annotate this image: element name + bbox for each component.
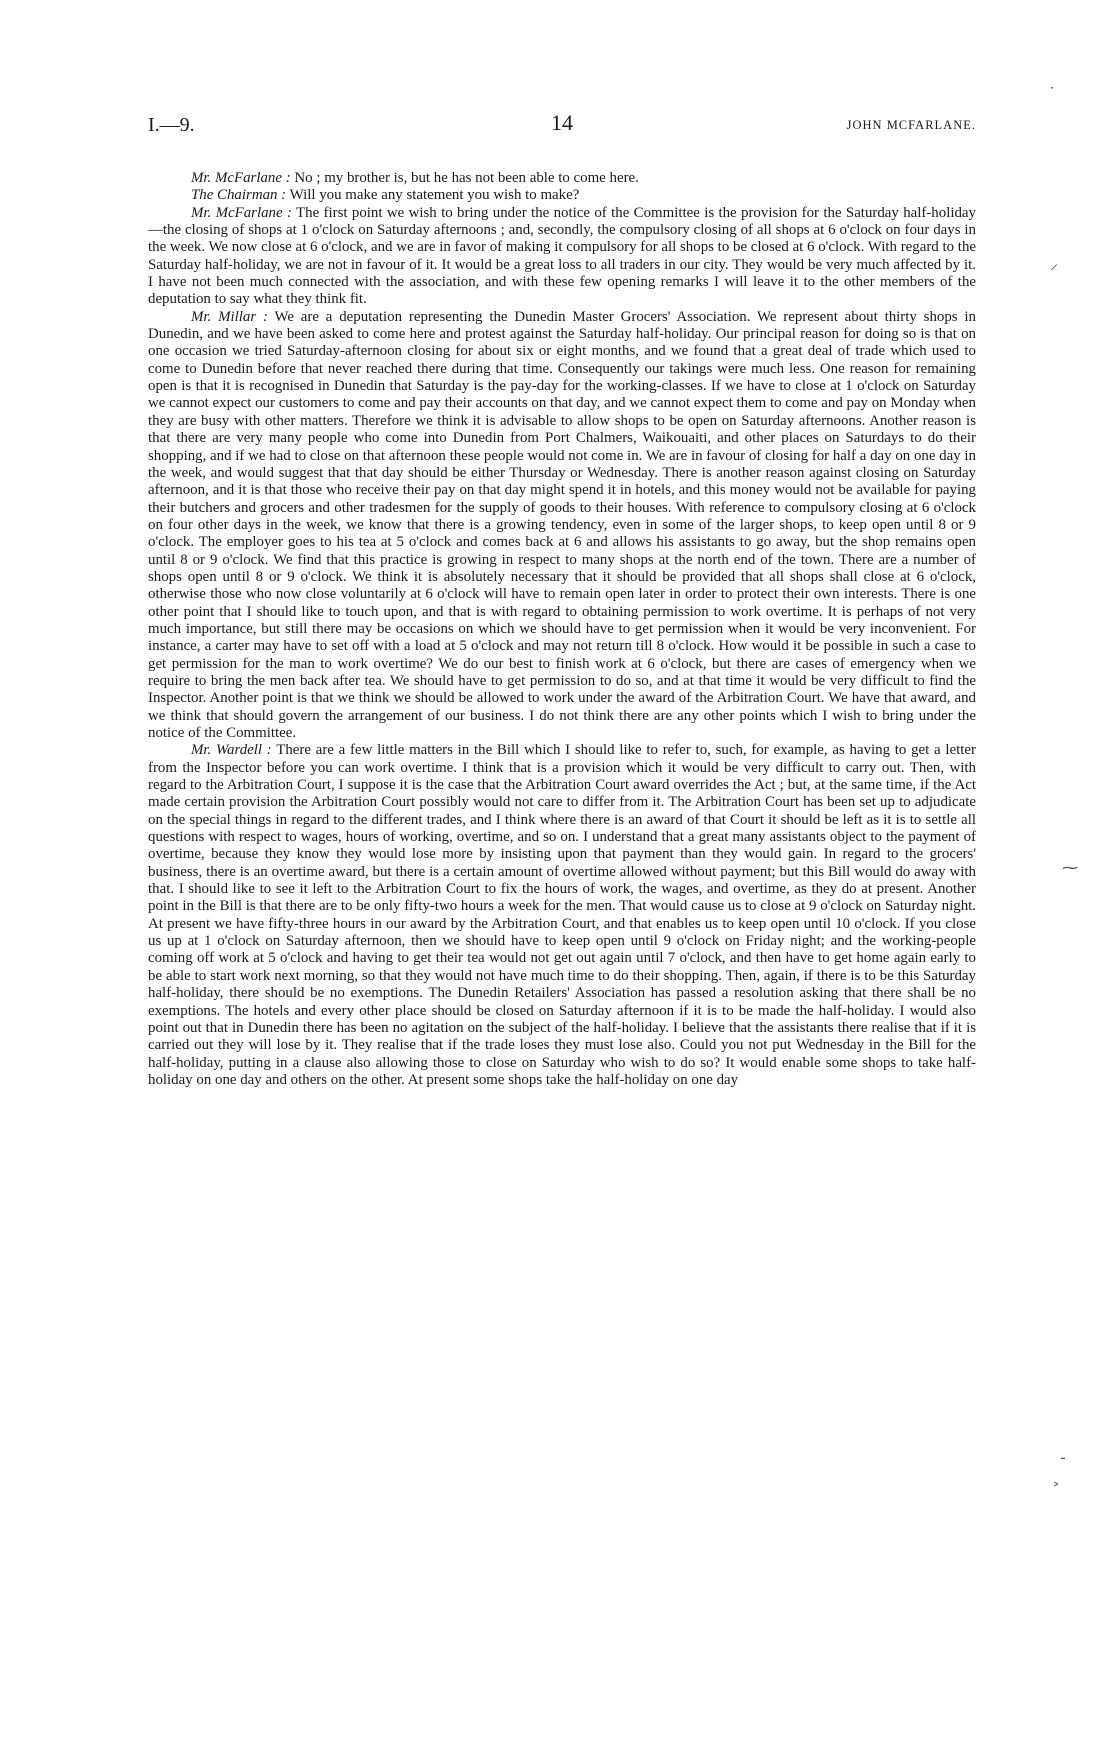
paragraph-text: The first point we wish to bring under the notice of the Committee is the provision for the Saturday half-holiday—the closing of shops at 1 o'clock on Saturday afternoons ; and, secondly, the compulsory closing of all shops at 6 o'clock on four days in the week. We now close at 6 o'clock, and we are in favor of making it compulsory for all shops to be closed at 6 o'clock. With regard to the Saturday half-holiday, we are not in favour of it. It would be a great loss to all traders in our city. They would be very much affected by it. I have not been much connected with the association, and with these few opening remarks I will leave it to the other members of the deputation to say what they think fit. bbox=[148, 204, 976, 308]
document-page bbox=[148, 108, 976, 1089]
speaker-label: Mr. Millar : bbox=[191, 308, 268, 325]
page-number: 14 bbox=[551, 110, 573, 135]
speaker-label: Mr. McFarlane : bbox=[191, 170, 291, 186]
paragraph-mcfarlane-statement bbox=[148, 205, 976, 309]
paragraph-text: There are a few little matters in the Bill which I should like to refer to, such, for example, as having to get a letter from the Inspector before you can work overtime. I think that is a provision which it would be very difficult to carry out. Then, with regard to the Arbitration Court, I suppose it is the case that the Arbitration Court award overrides the Act ; but, at the same time, if the Act made certain provision the Arbitration Court possibly would not care to differ from it. The Arbitration Court has been set up to adjudicate on the special things in regard to the different trades, and I think where there is an award of that Court it should be left as it is to settle all questions with respect to wages, hours of working, overtime, and so on. I understand that a great many assistants object to the payment of overtime, because they know they would lose more by insisting upon that payment than they would gain. In regard to the grocers' business, there is an overtime award, but there is a certain amount of overtime allowed without payment; but this Bill would do away with that. I should like to see it left to the Arbitration Court to fix the hours of work, the wages, and overtime, as they do at present. Another point in the Bill is that there are to be only fifty-two hours a week for the men. That would cause us to close at 9 o'clock on Saturday night. At present we have fifty-three hours in our award by the Arbitration Court, and that enables us to keep open until 10 o'clock. If you close us up at 1 o'clock on Saturday afternoon, then we should have to keep open until 9 o'clock on Friday night; and the working-people coming off work at 5 o'clock and having to get their tea would not get out again until 7 o'clock, and then have to get home again early to be able to start work next morning, so that they would not have much time to do their shopping. Then, again, if there is to be this Saturday half-holiday, there should be no exemptions. The Dunedin Retailers' Association has passed a resolution asking that there shall be no exemptions. The hotels and every other place should be closed on Saturday afternoon if it is to be made the half-holiday. I would also point out that in Dunedin there has been no agitation on the subject of the half-holiday. I believe that the assistants there realise that if it is carried out they will lose by it. They realise that if the trade loses they must lose also. Could you not put Wednesday in the Bill for the half-holiday, putting in a clause also allowing those to close on Saturday who wish to do so? It would enable some shops to take half-holiday on one day and others on the other. At present some shops take the half-holiday on one day bbox=[148, 742, 976, 1088]
paragraph-wardell-statement bbox=[148, 742, 976, 1089]
paragraph-millar-statement bbox=[148, 309, 976, 743]
paragraph-text: We are a deputation representing the Dunedin Master Grocers' Association. We represent about thirty shops in Dunedin, and we have been asked to come here and protest against the Saturday half-holiday. Our principal reason for doing so is that on one occasion we tried Saturday-afternoon closing for about six or eight months, and we found that a great deal of trade which used to come to Dunedin before that never reached there during that time. Consequently our takings were much less. One reason for remaining open is that it is recognised in Dunedin that Saturday is the pay-day for the working-classes. If we have to close at 1 o'clock on Saturday we cannot expect our customers to come and pay their accounts on that day, and we cannot expect them to come and pay on Monday when they are busy with other matters. Therefore we think it is advisable to allow shops to be open on Saturday afternoons. Another reason is that there are very many people who come into Dunedin from Port Chalmers, Waikouaiti, and other places on Saturdays to do their shopping, and if we had to close on that afternoon these people would not come in. We are in favour of closing for half a day on one day in the week, and would suggest that that day should be either Thursday or Wednesday. There is another reason against closing on Saturday afternoon, and it is that those who receive their pay on that day might spend it in hotels, and this money would not be available for paying their butchers and grocers and other tradesmen for the supply of goods to their houses. With reference to compulsory closing at 6 o'clock on four other days in the week, we know that there is a growing tendency, even in some of the larger shops, to keep open until 8 or 9 o'clock. The employer goes to his tea at 5 o'clock and comes back at 6 and allows his assistants to go away, but the shop remains open until 8 or 9 o'clock. We find that this practice is growing in respect to many shops at the north end of the town. There are a number of shops open until 8 or 9 o'clock. We think it is absolutely necessary that it should be provided that all shops shall close at 6 o'clock, otherwise those who now close voluntarily at 6 o'clock will have to remain open later in order to protect their own interests. There is one other point that I should like to touch upon, and that is with regard to obtaining permission to work overtime. It is perhaps of not very much importance, but still there may be occasions on which we should have to get permission when it would be very inconvenient. For instance, a carter may have to set off with a load at 5 o'clock and may not return till 8 o'clock. How would it be possible in such a case to get permission for the man to work overtime? We do our best to finish work at 6 o'clock, but there are cases of emergency when we require to bring the men back after tea. We should have to get permission to do so, and at that time it would be very difficult to find the Inspector. Another point is that we think we should be allowed to work under the award of the Arbitration Court. We have that award, and we think that should govern the arrangement of our business. I do not think there are any other points which I wish to bring under the notice of the Committee. bbox=[148, 308, 976, 741]
scan-speck-mark: ˙ bbox=[1048, 84, 1056, 103]
speaker-label: The Chairman : bbox=[191, 187, 287, 204]
scan-tick-mark: ˃ bbox=[1052, 1480, 1060, 1499]
paragraph-text: No ; my brother is, but he has not been able to come here. bbox=[294, 170, 639, 186]
testimony-body bbox=[148, 170, 976, 1089]
document-reference: I.—9. bbox=[148, 114, 195, 136]
speaker-label: Mr. McFarlane : bbox=[191, 204, 292, 221]
speaker-label: Mr. Wardell : bbox=[191, 742, 272, 759]
paragraph-chairman-question bbox=[148, 187, 976, 204]
running-head-witness: JOHN MCFARLANE. bbox=[846, 118, 976, 132]
page-header bbox=[148, 108, 976, 150]
paragraph-text: Will you make any statement you wish to make? bbox=[289, 187, 580, 204]
paragraph-mcfarlane-reply bbox=[148, 170, 976, 187]
scan-tick-mark: ⸝ bbox=[1050, 254, 1059, 273]
scan-dash-mark: ‐ bbox=[1060, 1448, 1066, 1467]
scan-dash-mark: ⁓ bbox=[1062, 858, 1078, 877]
